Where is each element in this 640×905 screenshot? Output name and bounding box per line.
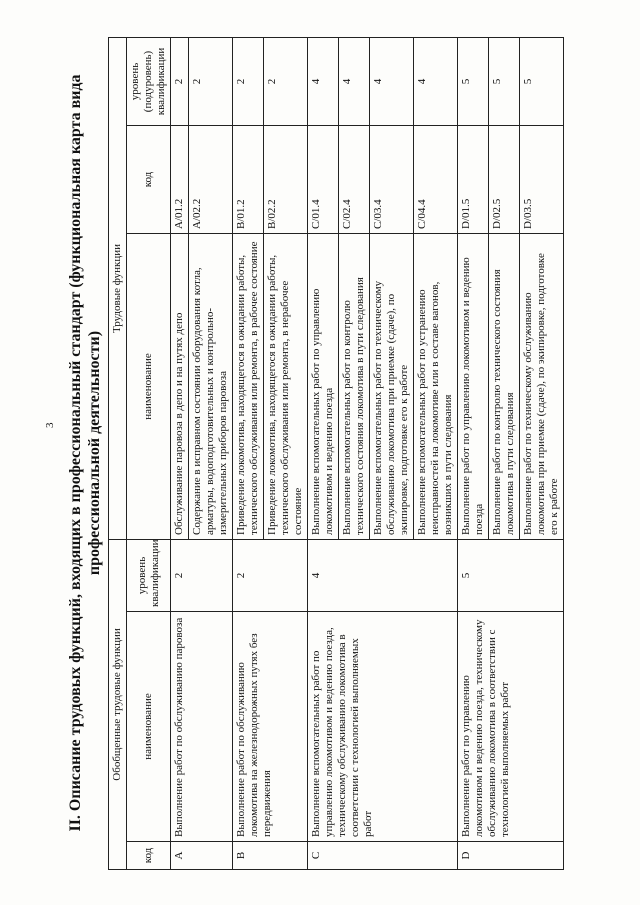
header-name: наименование: [127, 612, 171, 842]
function-level: 4: [308, 37, 339, 125]
group-level: 4: [308, 539, 458, 611]
header-row-1: [109, 37, 127, 869]
function-code: A/02.2: [189, 125, 233, 233]
function-code: A/01.2: [171, 125, 189, 233]
function-name: Выполнение работ по контролю технического состояния локомотива в пути следования: [489, 233, 520, 539]
function-level: 4: [414, 37, 458, 125]
function-level: 2: [233, 37, 264, 125]
header-labor-functions: Трудовые функции: [109, 37, 127, 539]
page-number: 3: [44, 422, 56, 428]
function-code: D/02.5: [489, 125, 520, 233]
title-line-1: II. Описание трудовых функций, входящих в профессиональный стандарт (функциональная карта вида: [67, 74, 84, 832]
function-code: D/01.5: [458, 125, 489, 233]
header-function-code: код: [127, 125, 171, 233]
function-level: 5: [458, 37, 489, 125]
rotated-page-content: [60, 28, 620, 878]
function-name: Приведение локомотива, находящегося в ожидании работы, технического обслуживания или ремонта, в рабочее состояние: [233, 233, 264, 539]
function-code: C/03.4: [370, 125, 414, 233]
group-code: D: [458, 842, 564, 870]
function-name: Обслуживание паровоза в депо и на путях депо: [171, 233, 189, 539]
function-code: C/02.4: [339, 125, 370, 233]
function-level: 4: [370, 37, 414, 125]
group-name: Выполнение работ по обслуживанию локомотива на железнодорожных путях без передвижения: [233, 612, 308, 842]
header-generalized-functions: Обобщенные трудовые функции: [109, 539, 127, 869]
function-level: 5: [489, 37, 520, 125]
header-row-2: [127, 37, 171, 869]
header-function-name: наименование: [127, 233, 171, 539]
function-name: Выполнение работ по управлению локомотивом и ведению поезда: [458, 233, 489, 539]
group-code: B: [233, 842, 308, 870]
function-level: 2: [171, 37, 189, 125]
function-level: 2: [264, 37, 308, 125]
group-level: 5: [458, 539, 564, 611]
function-name: Выполнение вспомогательных работ по техническому обслуживанию локомотива при приемке (сдаче), по экипировке, подготовке его к работе: [370, 233, 414, 539]
function-level: 5: [520, 37, 564, 125]
function-code: B/02.2: [264, 125, 308, 233]
functional-map-table: [108, 37, 564, 870]
function-code: D/03.5: [520, 125, 564, 233]
header-level: уровень квалификации: [127, 539, 171, 611]
table-row: [458, 37, 489, 869]
function-code: C/01.4: [308, 125, 339, 233]
table-row: [171, 37, 189, 869]
group-name: Выполнение работ по обслуживанию паровоза: [171, 612, 233, 842]
function-code: B/01.2: [233, 125, 264, 233]
group-level: 2: [171, 539, 233, 611]
group-name: Выполнение работ по управлению локомотивом и ведению поезда, техническому обслуживанию локомотива в соответствии с технологией выполняемых работ: [458, 612, 564, 842]
group-code: A: [171, 842, 233, 870]
page-title: [66, 28, 104, 878]
function-code: C/04.4: [414, 125, 458, 233]
table-row: [308, 37, 339, 869]
title-line-2: профессиональной деятельности): [86, 330, 103, 576]
group-level: 2: [233, 539, 308, 611]
function-name: Содержание в исправном состоянии оборудования котла, арматуры, водоподготовительных и контрольно-измерительных приборов паровоза: [189, 233, 233, 539]
function-name: Выполнение работ по техническому обслуживанию локомотива при приемке (сдаче), по экипировке, подготовке его к работе: [520, 233, 564, 539]
function-name: Выполнение вспомогательных работ по управлению локомотивом и ведению поезда: [308, 233, 339, 539]
group-name: Выполнение вспомогательных работ по управлению локомотивом и ведению поезда, техническому обслуживанию локомотива в соответствии с технологией выполняемых работ: [308, 612, 458, 842]
table-row: [233, 37, 264, 869]
function-name: Приведение локомотива, находящегося в ожидании работы, технического обслуживания или ремонта, в нерабочее состояние: [264, 233, 308, 539]
header-sublevel: уровень (подуровень) квалификации: [127, 37, 171, 125]
function-level: 2: [189, 37, 233, 125]
function-name: Выполнение вспомогательных работ по устранению неисправностей на локомотиве или в составе вагонов, возникших в пути следования: [414, 233, 458, 539]
header-code: код: [127, 842, 171, 870]
function-name: Выполнение вспомогательных работ по контролю технического состояния локомотива в пути следования: [339, 233, 370, 539]
function-level: 4: [339, 37, 370, 125]
group-code: C: [308, 842, 458, 870]
